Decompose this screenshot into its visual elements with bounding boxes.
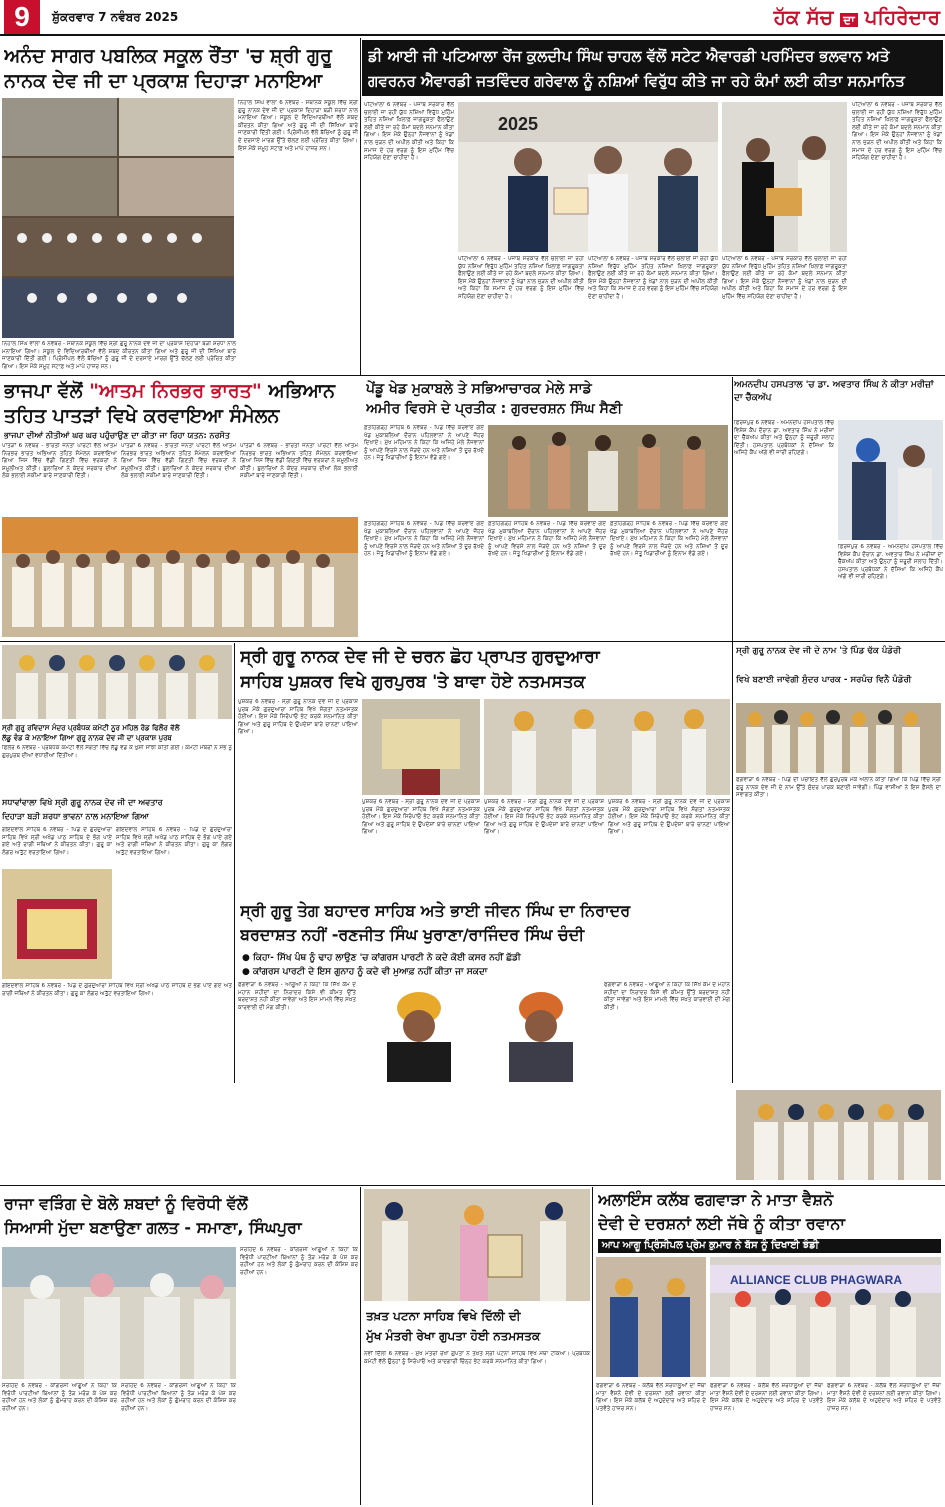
photo-cm-scene [364, 1189, 590, 1301]
photo-collage [2, 98, 234, 338]
article-body-column-1: ਪਟਿਆਲਾ 6 ਨਵੰਬਰ - ਪੰਜਾਬ ਸਰਕਾਰ ਵੱਲੋਂ ਚਲਾਈ ਜਾ ਰਹੀ ਯੁੱਧ ਨਸ਼ਿਆਂ ਵਿਰੁੱਧ ਮੁਹਿੰਮ ਤਹਿਤ ਨਸ਼ਿਆਂ ਖ਼ਿਲਾਫ਼ ਜਾਗਰੂਕਤਾ ਫੈਲਾਉਣ ਲਈ ਕੀਤੇ ਜਾ ਰਹੇ ਕੰਮਾਂ ਬਦਲੇ ਸਨਮਾਨ ਕੀਤਾ ਗਿਆ। ਇਸ ਮੌਕੇ ਉਨ੍ਹਾਂ ਨੌਜਵਾਨਾਂ ਨੂੰ ਖੇਡਾਂ ਨਾਲ ਜੁੜਨ ਦੀ ਅਪੀਲ ਕੀਤੀ ਅਤੇ ਕਿਹਾ ਕਿ ਸਮਾਜ ਦੇ ਹਰ ਵਰਗ ਨੂੰ ਇਸ ਮੁਹਿੰਮ ਵਿੱਚ ਸਹਿਯੋਗ ਦੇਣਾ ਚਾਹੀਦਾ ਹੈ। [364, 102, 454, 162]
article-pushkar-gurdwara [236, 643, 732, 898]
bullet-point-1: ● ਕਿਹਾ- ਸਿੱਖ ਪੰਥ ਨੂੰ ਢਾਹ ਲਾਉਣ 'ਚ ਕਾਂਗਰਸ ਪਾਰਟੀ ਨੇ ਕਦੇ ਕੋਈ ਕਸਰ ਨਹੀਂ ਛੱਡੀ [242, 953, 521, 963]
article-rural-games [362, 377, 732, 639]
article-sadhawanwala [0, 795, 234, 1083]
article-body-column-2: ਪੁਸ਼ਕਰ 6 ਨਵੰਬਰ - ਸ੍ਰੀ ਗੁਰੂ ਨਾਨਕ ਦੇਵ ਜੀ ਦੇ ਪ੍ਰਕਾਸ਼ ਪੁਰਬ ਮੌਕੇ ਗੁਰਦੁਆਰਾ ਸਾਹਿਬ ਵਿਖੇ ਸੰਗਤਾਂ ਨਤਮਸਤਕ ਹੋਈਆਂ। ਇਸ ਮੌਕੇ ਸਿਰੋਪਾਓ ਭੇਟ ਕਰਕੇ ਸਨਮਾਨਿਤ ਕੀਤਾ ਗਿਆ ਅਤੇ ਗੁਰੂ ਸਾਹਿਬ ਦੇ ਉਪਦੇਸ਼ਾਂ ਬਾਰੇ ਚਾਨਣਾ ਪਾਇਆ ਗਿਆ। [362, 799, 480, 836]
section-divider [0, 375, 945, 376]
article-body-column-2: ਫਗਵਾੜਾ 6 ਨਵੰਬਰ - ਆਗੂਆਂ ਨੇ ਕਿਹਾ ਕਿ ਸਿੱਖ ਕੌਮ ਦੇ ਮਹਾਨ ਸ਼ਹੀਦਾਂ ਦਾ ਨਿਰਾਦਰ ਕਿਸੇ ਵੀ ਕੀਮਤ ਉੱਤੇ ਬਰਦਾਸ਼ਤ ਨਹੀਂ ਕੀਤਾ ਜਾਵੇਗਾ ਅਤੇ ਇਸ ਮਾਮਲੇ ਵਿੱਚ ਸਖ਼ਤ ਕਾਰਵਾਈ ਦੀ ਮੰਗ ਕੀਤੀ। [604, 982, 730, 1011]
headline-line-1: ਸ੍ਰੀ ਗੁਰੂ ਨਾਨਕ ਦੇਵ ਜੀ ਦੇ ਨਾਮ 'ਤੇ ਪਿੰਡ ਢੱਕ ਪੰਡੋਰੀ [736, 646, 901, 656]
article-ravidas-mandir [0, 643, 234, 793]
headline-line-1: ਤਖ਼ਤ ਪਟਨਾ ਸਾਹਿਬ ਵਿਖੇ ਦਿੱਲੀ ਦੀ [366, 1309, 521, 1323]
headline-line-2: ਅਮੀਰ ਵਿਰਸੇ ਦੇ ਪ੍ਰਤੀਕ : ਗੁਰਦਰਸ਼ਨ ਸਿੰਘ ਸੈਣੀ [366, 401, 623, 417]
photo-doctor-scene [838, 420, 943, 540]
headline-line-2: ਗਵਰਨਰ ਐਵਾਰਡੀ ਜਤਵਿੰਦਰ ਗਰੇਵਾਲ ਨੂੰ ਨਸ਼ਿਆਂ ਵਿਰੁੱਧ ਕੀਤੇ ਜਾ ਰਹੇ ਕੰਮਾਂ ਲਈ ਕੀਤਾ ਸਨਮਾਨਿਤ [368, 72, 905, 90]
photo-bus-flagoff [710, 1257, 941, 1377]
article-body-column-2: ਫਗਵਾੜਾ 6 ਨਵੰਬਰ - ਕਲੱਬ ਵੱਲੋਂ ਸ਼ਰਧਾਲੂਆਂ ਦਾ ਜੱਥਾ ਮਾਤਾ ਵੈਸ਼ਨੋ ਦੇਵੀ ਦੇ ਦਰਸ਼ਨਾਂ ਲਈ ਰਵਾਨਾ ਕੀਤਾ ਗਿਆ। ਇਸ ਮੌਕੇ ਕਲੱਬ ਦੇ ਅਹੁਦੇਦਾਰ ਅਤੇ ਸ਼ਹਿਰ ਦੇ ਪਤਵੰਤੇ ਹਾਜ਼ਰ ਸਨ। [710, 1383, 823, 1412]
article-body-column-4: ਪਟਿਆਲਾ 6 ਨਵੰਬਰ - ਪੰਜਾਬ ਸਰਕਾਰ ਵੱਲੋਂ ਚਲਾਈ ਜਾ ਰਹੀ ਯੁੱਧ ਨਸ਼ਿਆਂ ਵਿਰੁੱਧ ਮੁਹਿੰਮ ਤਹਿਤ ਨਸ਼ਿਆਂ ਖ਼ਿਲਾਫ਼ ਜਾਗਰੂਕਤਾ ਫੈਲਾਉਣ ਲਈ ਕੀਤੇ ਜਾ ਰਹੇ ਕੰਮਾਂ ਬਦਲੇ ਸਨਮਾਨ ਕੀਤਾ ਗਿਆ। ਇਸ ਮੌਕੇ ਉਨ੍ਹਾਂ ਨੌਜਵਾਨਾਂ ਨੂੰ ਖੇਡਾਂ ਨਾਲ ਜੁੜਨ ਦੀ ਅਪੀਲ ਕੀਤੀ ਅਤੇ ਕਿਹਾ ਕਿ ਸਮਾਜ ਦੇ ਹਰ ਵਰਗ ਨੂੰ ਇਸ ਮੁਹਿੰਮ ਵਿੱਚ ਸਹਿਯੋਗ ਦੇਣਾ ਚਾਹੀਦਾ ਹੈ। [722, 256, 847, 300]
headline-campaign-name: "ਆਤਮ ਨਿਰਭਰ ਭਾਰਤ" [89, 380, 262, 402]
paper-name [700, 3, 940, 31]
photo-crowd-scene [2, 517, 358, 637]
section-divider [0, 641, 945, 642]
photo-officials [722, 102, 847, 252]
hospital-body-column-2: ਫ਼ਿਰੋਜ਼ਪੁਰ 6 ਨਵੰਬਰ - ਅਮਨਦੀਪ ਹਸਪਤਾਲ ਵਿੱਚ ਵਿਸ਼ੇਸ਼ ਕੈਂਪ ਦੌਰਾਨ ਡਾ. ਅਵਤਾਰ ਸਿੰਘ ਨੇ ਮਰੀਜ਼ਾਂ ਦਾ ਚੈੱਕਅੱਪ ਕੀਤਾ ਅਤੇ ਉਨ੍ਹਾਂ ਨੂੰ ਜ਼ਰੂਰੀ ਸਲਾਹ ਦਿੱਤੀ। ਹਸਪਤਾਲ ਪ੍ਰਬੰਧਕਾਂ ਨੇ ਦੱਸਿਆ ਕਿ ਅਜਿਹੇ ਕੈਂਪ ਅੱਗੇ ਵੀ ਜਾਰੀ ਰਹਿਣਗੇ। [838, 544, 943, 581]
column-rule [592, 1187, 593, 1505]
headline-kicker: ਆਪ ਆਗੂ ਪ੍ਰਿੰਸੀਪਲ ਪ੍ਰੇਮ ਕੁਮਾਰ ਨੇ ਬੱਸ ਨੂੰ ਦਿਖਾਈ ਝੰਡੀ [598, 1239, 941, 1253]
article-body: ਨਿਹਾਲ ਸਿੰਘ ਵਾਲਾ 6 ਨਵੰਬਰ - ਸਥਾਨਕ ਸਕੂਲ ਵਿੱਚ ਸ਼੍ਰੀ ਗੁਰੂ ਨਾਨਕ ਦੇਵ ਜੀ ਦਾ ਪ੍ਰਕਾਸ਼ ਦਿਹਾੜਾ ਬੜੀ ਸ਼ਰਧਾ ਨਾਲ ਮਨਾਇਆ ਗਿਆ। ਸਕੂਲ ਦੇ ਵਿਦਿਆਰਥੀਆਂ ਵੱਲੋਂ ਸ਼ਬਦ ਕੀਰਤਨ ਕੀਤਾ ਗਿਆ ਅਤੇ ਗੁਰੂ ਜੀ ਦੀ ਸਿੱਖਿਆ ਬਾਰੇ ਜਾਣਕਾਰੀ ਦਿੱਤੀ ਗਈ। ਪ੍ਰਿੰਸੀਪਲ ਵੱਲੋਂ ਬੱਚਿਆਂ ਨੂੰ ਗੁਰੂ ਜੀ ਦੇ ਦਰਸਾਏ ਮਾਰਗ ਉੱਤੇ ਚੱਲਣ ਲਈ ਪ੍ਰੇਰਿਤ ਕੀਤਾ ਗਿਆ। ਇਸ ਮੌਕੇ ਸਮੂਹ ਸਟਾਫ਼ ਅਤੇ ਮਾਪੇ ਹਾਜ਼ਰ ਸਨ। [238, 100, 358, 152]
article-patna-sahib [362, 1187, 592, 1505]
article-body-column-1: ਸਰਹਿੰਦ 6 ਨਵੰਬਰ - ਕਾਂਗਰਸੀ ਆਗੂਆਂ ਨੇ ਕਿਹਾ ਕਿ ਵਿਰੋਧੀ ਪਾਰਟੀਆਂ ਬਿਆਨਾਂ ਨੂੰ ਤੋੜ ਮਰੋੜ ਕੇ ਪੇਸ਼ ਕਰ ਰਹੀਆਂ ਹਨ ਅਤੇ ਲੋਕਾਂ ਨੂੰ ਗੁੰਮਰਾਹ ਕਰਨ ਦੀ ਕੋਸ਼ਿਸ਼ ਕਰ ਰਹੀਆਂ ਹਨ। [240, 1247, 358, 1276]
photo-chandi-portrait [482, 982, 600, 1082]
photo-banner-year: 2025 [498, 114, 539, 134]
article-body-column-3: ਗੋਇੰਦਵਾਲ ਸਾਹਿਬ 6 ਨਵੰਬਰ - ਪਿੰਡ ਦੇ ਗੁਰਦੁਆਰਾ ਸਾਹਿਬ ਵਿਖੇ ਸ੍ਰੀ ਅਖੰਡ ਪਾਠ ਸਾਹਿਬ ਦੇ ਭੋਗ ਪਾਏ ਗਏ ਅਤੇ ਰਾਗੀ ਜਥਿਆਂ ਨੇ ਕੀਰਤਨ ਕੀਤਾ। ਗੁਰੂ ਕਾ ਲੰਗਰ ਅਤੁੱਟ ਵਰਤਾਇਆ ਗਿਆ। [2, 983, 232, 997]
photo-stage-scene [736, 1090, 941, 1180]
photo-club-members [596, 1257, 706, 1377]
photo-officials-scene [722, 102, 847, 252]
photo-award-scene [458, 102, 718, 252]
article-village-park [734, 643, 943, 1083]
article-body: ਨਵੀਂ ਦਿੱਲੀ 6 ਨਵੰਬਰ - ਮੁੱਖ ਮੰਤਰੀ ਰੇਖਾ ਗੁਪਤਾ ਨੇ ਤਖ਼ਤ ਸ੍ਰੀ ਪਟਨਾ ਸਾਹਿਬ ਵਿਖੇ ਮੱਥਾ ਟੇਕਿਆ। ਪ੍ਰਬੰਧਕ ਕਮੇਟੀ ਵੱਲੋਂ ਉਨ੍ਹਾਂ ਨੂੰ ਸਿਰੋਪਾਓ ਅਤੇ ਯਾਦਗਾਰੀ ਚਿੰਨ੍ਹ ਭੇਟ ਕਰਕੇ ਸਨਮਾਨਿਤ ਕੀਤਾ ਗਿਆ। [364, 1351, 590, 1365]
photo-leader-khurana [360, 982, 478, 1082]
headline-line-2: ਨਾਨਕ ਦੇਵ ਜੀ ਦਾ ਪ੍ਰਕਾਸ਼ ਦਿਹਾੜਾ ਮਨਾਇਆ [4, 70, 323, 92]
article-body-column-1: ਗੋਇੰਦਵਾਲ ਸਾਹਿਬ 6 ਨਵੰਬਰ - ਪਿੰਡ ਦੇ ਗੁਰਦੁਆਰਾ ਸਾਹਿਬ ਵਿਖੇ ਸ੍ਰੀ ਅਖੰਡ ਪਾਠ ਸਾਹਿਬ ਦੇ ਭੋਗ ਪਾਏ ਗਏ ਅਤੇ ਰਾਗੀ ਜਥਿਆਂ ਨੇ ਕੀਰਤਨ ਕੀਤਾ। ਗੁਰੂ ਕਾ ਲੰਗਰ ਅਤੁੱਟ ਵਰਤਾਇਆ ਗਿਆ। [2, 827, 112, 856]
article-body-column-5: ਪਟਿਆਲਾ 6 ਨਵੰਬਰ - ਪੰਜਾਬ ਸਰਕਾਰ ਵੱਲੋਂ ਚਲਾਈ ਜਾ ਰਹੀ ਯੁੱਧ ਨਸ਼ਿਆਂ ਵਿਰੁੱਧ ਮੁਹਿੰਮ ਤਹਿਤ ਨਸ਼ਿਆਂ ਖ਼ਿਲਾਫ਼ ਜਾਗਰੂਕਤਾ ਫੈਲਾਉਣ ਲਈ ਕੀਤੇ ਜਾ ਰਹੇ ਕੰਮਾਂ ਬਦਲੇ ਸਨਮਾਨ ਕੀਤਾ ਗਿਆ। ਇਸ ਮੌਕੇ ਉਨ੍ਹਾਂ ਨੌਜਵਾਨਾਂ ਨੂੰ ਖੇਡਾਂ ਨਾਲ ਜੁੜਨ ਦੀ ਅਪੀਲ ਕੀਤੀ ਅਤੇ ਕਿਹਾ ਕਿ ਸਮਾਜ ਦੇ ਹਰ ਵਰਗ ਨੂੰ ਇਸ ਮੁਹਿੰਮ ਵਿੱਚ ਸਹਿਯੋਗ ਦੇਣਾ ਚਾਹੀਦਾ ਹੈ। [852, 102, 942, 162]
photo-wrestlers [488, 425, 728, 517]
headline-line-2: ਵਿਖੇ ਬਣਾਈ ਜਾਵੇਗੀ ਸੁੰਦਰ ਪਾਰਕ - ਸਰਪੰਚ ਵਿਨੈ ਪੰਡੋਰੀ [736, 675, 912, 685]
article-body-column-3: ਫਗਵਾੜਾ 6 ਨਵੰਬਰ - ਕਲੱਬ ਵੱਲੋਂ ਸ਼ਰਧਾਲੂਆਂ ਦਾ ਜੱਥਾ ਮਾਤਾ ਵੈਸ਼ਨੋ ਦੇਵੀ ਦੇ ਦਰਸ਼ਨਾਂ ਲਈ ਰਵਾਨਾ ਕੀਤਾ ਗਿਆ। ਇਸ ਮੌਕੇ ਕਲੱਬ ਦੇ ਅਹੁਦੇਦਾਰ ਅਤੇ ਸ਼ਹਿਰ ਦੇ ਪਤਵੰਤੇ ਹਾਜ਼ਰ ਸਨ। [827, 1383, 941, 1412]
headline-campaign-word: ਅਭਿਆਨ [268, 380, 336, 402]
headline-line-1: ਸ੍ਰੀ ਗੁਰੂ ਤੇਗ ਬਹਾਦਰ ਸਾਹਿਬ ਅਤੇ ਭਾਈ ਜੀਵਨ ਸਿੰਘ ਦਾ ਨਿਰਾਦਰ [240, 901, 631, 920]
paper-name-part-2: ਦਾ [840, 13, 857, 27]
column-rule [732, 377, 733, 1083]
article-body-column-1: ਫਗਵਾੜਾ 6 ਨਵੰਬਰ - ਆਗੂਆਂ ਨੇ ਕਿਹਾ ਕਿ ਸਿੱਖ ਕੌਮ ਦੇ ਮਹਾਨ ਸ਼ਹੀਦਾਂ ਦਾ ਨਿਰਾਦਰ ਕਿਸੇ ਵੀ ਕੀਮਤ ਉੱਤੇ ਬਰਦਾਸ਼ਤ ਨਹੀਂ ਕੀਤਾ ਜਾਵੇਗਾ ਅਤੇ ਇਸ ਮਾਮਲੇ ਵਿੱਚ ਸਖ਼ਤ ਕਾਰਵਾਈ ਦੀ ਮੰਗ ਕੀਤੀ। [238, 982, 356, 1011]
article-body: ਫਗਵਾੜਾ 6 ਨਵੰਬਰ - ਪਿੰਡ ਦੀ ਪੰਚਾਇਤ ਵੱਲੋਂ ਗੁਰਪੁਰਬ ਮੌਕੇ ਐਲਾਨ ਕੀਤਾ ਗਿਆ ਕਿ ਪਿੰਡ ਵਿੱਚ ਸ੍ਰੀ ਗੁਰੂ ਨਾਨਕ ਦੇਵ ਜੀ ਦੇ ਨਾਮ ਉੱਤੇ ਸੁੰਦਰ ਪਾਰਕ ਬਣਾਈ ਜਾਵੇਗੀ। ਪਿੰਡ ਵਾਸੀਆਂ ਨੇ ਇਸ ਫ਼ੈਸਲੇ ਦਾ ਸਵਾਗਤ ਕੀਤਾ। [736, 777, 941, 799]
bullet-point-2: ● ਕਾਂਗਰਸ ਪਾਰਟੀ ਦੇ ਇਸ ਗੁਨਾਹ ਨੂੰ ਕਦੇ ਵੀ ਮੁਆਫ਼ ਨਹੀਂ ਕੀਤਾ ਜਾ ਸਕਦਾ [242, 967, 488, 977]
article-raja-warring [0, 1187, 360, 1505]
article-body-column-4: ਪੁਸ਼ਕਰ 6 ਨਵੰਬਰ - ਸ੍ਰੀ ਗੁਰੂ ਨਾਨਕ ਦੇਵ ਜੀ ਦੇ ਪ੍ਰਕਾਸ਼ ਪੁਰਬ ਮੌਕੇ ਗੁਰਦੁਆਰਾ ਸਾਹਿਬ ਵਿਖੇ ਸੰਗਤਾਂ ਨਤਮਸਤਕ ਹੋਈਆਂ। ਇਸ ਮੌਕੇ ਸਿਰੋਪਾਓ ਭੇਟ ਕਰਕੇ ਸਨਮਾਨਿਤ ਕੀਤਾ ਗਿਆ ਅਤੇ ਗੁਰੂ ਸਾਹਿਬ ਦੇ ਉਪਦੇਸ਼ਾਂ ਬਾਰੇ ਚਾਨਣਾ ਪਾਇਆ ਗਿਆ। [608, 799, 730, 836]
article-body: ਫਿਲੌਰ 6 ਨਵੰਬਰ - ਪ੍ਰਬੰਧਕ ਕਮੇਟੀ ਵੱਲੋਂ ਸੰਗਤਾਂ ਵਿੱਚ ਲੱਡੂ ਵੰਡ ਕੇ ਖੁਸ਼ੀ ਸਾਂਝੀ ਕੀਤੀ ਗਈ। ਕਮੇਟੀ ਮੈਂਬਰਾਂ ਨੇ ਸਭ ਨੂੰ ਗੁਰਪੁਰਬ ਦੀਆਂ ਵਧਾਈਆਂ ਦਿੱਤੀਆਂ। [2, 745, 232, 759]
bullet-text-2: ਕਾਂਗਰਸ ਪਾਰਟੀ ਦੇ ਇਸ ਗੁਨਾਹ ਨੂੰ ਕਦੇ ਵੀ ਮੁਆਫ਼ ਨਹੀਂ ਕੀਤਾ ਜਾ ਸਕਦਾ [253, 967, 488, 977]
page-number: 9 [4, 0, 40, 34]
article-body-column-2: ਗੋਇੰਦਵਾਲ ਸਾਹਿਬ 6 ਨਵੰਬਰ - ਪਿੰਡ ਦੇ ਗੁਰਦੁਆਰਾ ਸਾਹਿਬ ਵਿਖੇ ਸ੍ਰੀ ਅਖੰਡ ਪਾਠ ਸਾਹਿਬ ਦੇ ਭੋਗ ਪਾਏ ਗਏ ਅਤੇ ਰਾਗੀ ਜਥਿਆਂ ਨੇ ਕੀਰਤਨ ਕੀਤਾ। ਗੁਰੂ ਕਾ ਲੰਗਰ ਅਤੁੱਟ ਵਰਤਾਇਆ ਗਿਆ। [116, 827, 232, 856]
photo-village-gathering [736, 703, 941, 773]
paper-name-part-3: ਪਹਿਰੇਦਾਰ [864, 5, 940, 29]
article-body-column-3: ਪਾਤੜਾਂ 6 ਨਵੰਬਰ - ਭਾਰਤੀ ਜਨਤਾ ਪਾਰਟੀ ਵੱਲੋਂ ਆਤਮ ਨਿਰਭਰ ਭਾਰਤ ਅਭਿਆਨ ਤਹਿਤ ਸੰਮੇਲਨ ਕਰਵਾਇਆ ਗਿਆ ਜਿਸ ਵਿੱਚ ਵੱਡੀ ਗਿਣਤੀ ਵਿੱਚ ਵਰਕਰਾਂ ਨੇ ਸ਼ਮੂਲੀਅਤ ਕੀਤੀ। ਬੁਲਾਰਿਆਂ ਨੇ ਕੇਂਦਰ ਸਰਕਾਰ ਦੀਆਂ ਲੋਕ ਭਲਾਈ ਸਕੀਮਾਂ ਬਾਰੇ ਜਾਣਕਾਰੀ ਦਿੱਤੀ। [240, 443, 358, 480]
photo-committee-scene [2, 645, 232, 719]
headline-line-1: ਸ੍ਰੀ ਗੁਰੂ ਨਾਨਕ ਦੇਵ ਜੀ ਦੇ ਚਰਨ ਛੋਹ ਪ੍ਰਾਪਤ ਗੁਰਦੁਆਰਾ [240, 647, 600, 667]
hospital-headline-banner: ਅਮਨਦੀਪ ਹਸਪਤਾਲ 'ਚ ਡਾ. ਅਵਤਾਰ ਸਿੰਘ ਨੇ ਕੀਤਾ ਮਰੀਜ਼ਾਂ ਦਾ ਚੈੱਕਅੱਪ [734, 380, 934, 403]
article-body-column-1: ਫਗਵਾੜਾ 6 ਨਵੰਬਰ - ਕਲੱਬ ਵੱਲੋਂ ਸ਼ਰਧਾਲੂਆਂ ਦਾ ਜੱਥਾ ਮਾਤਾ ਵੈਸ਼ਨੋ ਦੇਵੀ ਦੇ ਦਰਸ਼ਨਾਂ ਲਈ ਰਵਾਨਾ ਕੀਤਾ ਗਿਆ। ਇਸ ਮੌਕੇ ਕਲੱਬ ਦੇ ਅਹੁਦੇਦਾਰ ਅਤੇ ਸ਼ਹਿਰ ਦੇ ਪਤਵੰਤੇ ਹਾਜ਼ਰ ਸਨ। [596, 1383, 706, 1412]
photo-village-scene [736, 703, 941, 773]
column-rule [234, 643, 235, 1083]
paper-name-part-1: ਹੱਕ ਸੱਚ [773, 5, 834, 29]
photo-gurdwara-palki [2, 869, 112, 979]
article-body-column-1: ਫ਼ਤਹਿਗੜ੍ਹ ਸਾਹਿਬ 6 ਨਵੰਬਰ - ਪਿੰਡ ਵਿੱਚ ਕਰਵਾਏ ਗਏ ਖੇਡ ਮੁਕਾਬਲਿਆਂ ਦੌਰਾਨ ਪਹਿਲਵਾਨਾਂ ਨੇ ਆਪਣੇ ਜੌਹਰ ਦਿਖਾਏ। ਮੁੱਖ ਮਹਿਮਾਨ ਨੇ ਕਿਹਾ ਕਿ ਅਜਿਹੇ ਮੇਲੇ ਨੌਜਵਾਨਾਂ ਨੂੰ ਆਪਣੇ ਵਿਰਸੇ ਨਾਲ ਜੋੜਦੇ ਹਨ ਅਤੇ ਨਸ਼ਿਆਂ ਤੋਂ ਦੂਰ ਰੱਖਦੇ ਹਨ। ਜੇਤੂ ਖਿਡਾਰੀਆਂ ਨੂੰ ਇਨਾਮ ਵੰਡੇ ਗਏ। [364, 425, 484, 462]
article-alliance-club [594, 1187, 943, 1505]
photo-gurdwara-scene [362, 699, 480, 795]
masthead-rule [0, 34, 945, 36]
headline-line-1: ਸ੍ਰੀ ਗੁਰੂ ਰਵਿਦਾਸ ਮੰਦਰ ਪ੍ਰਬੰਧਕ ਕਮੇਟੀ ਨੂਰ ਮਹਿਲ ਰੋਡ ਫਿਲੌਰ ਵੱਲੋਂ [2, 724, 180, 732]
photo-palki-scene [2, 869, 112, 979]
headline-line-2: ਲੱਡੂ ਵੰਡ ਕੇ ਮਨਾਇਆ ਗਿਆ ਗੁਰੂ ਨਾਨਕ ਦੇਵ ਜੀ ਦਾ ਪ੍ਰਕਾਸ਼ ਪੁਰਬ [2, 734, 172, 742]
photo-gurdwara-interior [362, 699, 480, 795]
headline-kicker: ਭਾਜਪਾ ਦੀਆਂ ਨੀਤੀਆਂ ਘਰ ਘਰ ਪਹੁੰਚਾਉਣ ਦਾ ਕੀਤਾ ਜਾ ਰਿਹਾ ਯਤਨ: ਨਰਸੋਤ [4, 431, 230, 440]
article-body-column-3: ਸਰਹਿੰਦ 6 ਨਵੰਬਰ - ਕਾਂਗਰਸੀ ਆਗੂਆਂ ਨੇ ਕਿਹਾ ਕਿ ਵਿਰੋਧੀ ਪਾਰਟੀਆਂ ਬਿਆਨਾਂ ਨੂੰ ਤੋੜ ਮਰੋੜ ਕੇ ਪੇਸ਼ ਕਰ ਰਹੀਆਂ ਹਨ ਅਤੇ ਲੋਕਾਂ ਨੂੰ ਗੁੰਮਰਾਹ ਕਰਨ ਦੀ ਕੋਸ਼ਿਸ਼ ਕਰ ਰਹੀਆਂ ਹਨ। [121, 1383, 236, 1412]
photo-siropa-scene [484, 699, 730, 795]
article-khurana-chandi [236, 900, 732, 1083]
article-body-continued: ਨਿਹਾਲ ਸਿੰਘ ਵਾਲਾ 6 ਨਵੰਬਰ - ਸਥਾਨਕ ਸਕੂਲ ਵਿੱਚ ਸ਼੍ਰੀ ਗੁਰੂ ਨਾਨਕ ਦੇਵ ਜੀ ਦਾ ਪ੍ਰਕਾਸ਼ ਦਿਹਾੜਾ ਬੜੀ ਸ਼ਰਧਾ ਨਾਲ ਮਨਾਇਆ ਗਿਆ। ਸਕੂਲ ਦੇ ਵਿਦਿਆਰਥੀਆਂ ਵੱਲੋਂ ਸ਼ਬਦ ਕੀਰਤਨ ਕੀਤਾ ਗਿਆ ਅਤੇ ਗੁਰੂ ਜੀ ਦੀ ਸਿੱਖਿਆ ਬਾਰੇ ਜਾਣਕਾਰੀ ਦਿੱਤੀ ਗਈ। ਪ੍ਰਿੰਸੀਪਲ ਵੱਲੋਂ ਬੱਚਿਆਂ ਨੂੰ ਗੁਰੂ ਜੀ ਦੇ ਦਰਸਾਏ ਮਾਰਗ ਉੱਤੇ ਚੱਲਣ ਲਈ ਪ੍ਰੇਰਿਤ ਕੀਤਾ ਗਿਆ। ਇਸ ਮੌਕੇ ਸਮੂਹ ਸਟਾਫ਼ ਅਤੇ ਮਾਪੇ ਹਾਜ਼ਰ ਸਨ। [2, 341, 236, 370]
headline-line-2: ਦੇਵੀ ਦੇ ਦਰਸ਼ਨਾਂ ਲਈ ਜੱਥੇ ਨੂੰ ਕੀਤਾ ਰਵਾਨਾ [598, 1214, 845, 1233]
headline-line-1: ਪੇਂਡੂ ਖੇਡ ਮੁਕਾਬਲੇ ਤੇ ਸਭਿਆਚਾਰਕ ਮੇਲੇ ਸਾਡੇ [366, 381, 592, 397]
article-school-gurpurab [0, 38, 360, 374]
photo-sammelan-crowd [2, 517, 358, 637]
article-body-column-1: ਪਾਤੜਾਂ 6 ਨਵੰਬਰ - ਭਾਰਤੀ ਜਨਤਾ ਪਾਰਟੀ ਵੱਲੋਂ ਆਤਮ ਨਿਰਭਰ ਭਾਰਤ ਅਭਿਆਨ ਤਹਿਤ ਸੰਮੇਲਨ ਕਰਵਾਇਆ ਗਿਆ ਜਿਸ ਵਿੱਚ ਵੱਡੀ ਗਿਣਤੀ ਵਿੱਚ ਵਰਕਰਾਂ ਨੇ ਸ਼ਮੂਲੀਅਤ ਕੀਤੀ। ਬੁਲਾਰਿਆਂ ਨੇ ਕੇਂਦਰ ਸਰਕਾਰ ਦੀਆਂ ਲੋਕ ਭਲਾਈ ਸਕੀਮਾਂ ਬਾਰੇ ਜਾਣਕਾਰੀ ਦਿੱਤੀ। [2, 443, 117, 480]
article-body-column-2: ਸਰਹਿੰਦ 6 ਨਵੰਬਰ - ਕਾਂਗਰਸੀ ਆਗੂਆਂ ਨੇ ਕਿਹਾ ਕਿ ਵਿਰੋਧੀ ਪਾਰਟੀਆਂ ਬਿਆਨਾਂ ਨੂੰ ਤੋੜ ਮਰੋੜ ਕੇ ਪੇਸ਼ ਕਰ ਰਹੀਆਂ ਹਨ ਅਤੇ ਲੋਕਾਂ ਨੂੰ ਗੁੰਮਰਾਹ ਕਰਨ ਦੀ ਕੋਸ਼ਿਸ਼ ਕਰ ਰਹੀਆਂ ਹਨ। [2, 1383, 117, 1412]
photo-khurana-portrait [360, 982, 478, 1082]
headline-line-2: ਬਰਦਾਸ਼ਤ ਨਹੀਂ -ਰਣਜੀਤ ਸਿੰਘ ਖੁਰਾਣਾ/ਰਾਜਿੰਦਰ ਸਿੰਘ ਚੰਦੀ [240, 925, 585, 944]
photo-bus-scene [710, 1257, 941, 1377]
article-body-column-2: ਫ਼ਤਹਿਗੜ੍ਹ ਸਾਹਿਬ 6 ਨਵੰਬਰ - ਪਿੰਡ ਵਿੱਚ ਕਰਵਾਏ ਗਏ ਖੇਡ ਮੁਕਾਬਲਿਆਂ ਦੌਰਾਨ ਪਹਿਲਵਾਨਾਂ ਨੇ ਆਪਣੇ ਜੌਹਰ ਦਿਖਾਏ। ਮੁੱਖ ਮਹਿਮਾਨ ਨੇ ਕਿਹਾ ਕਿ ਅਜਿਹੇ ਮੇਲੇ ਨੌਜਵਾਨਾਂ ਨੂੰ ਆਪਣੇ ਵਿਰਸੇ ਨਾਲ ਜੋੜਦੇ ਹਨ ਅਤੇ ਨਸ਼ਿਆਂ ਤੋਂ ਦੂਰ ਰੱਖਦੇ ਹਨ। ਜੇਤੂ ਖਿਡਾਰੀਆਂ ਨੂੰ ਇਨਾਮ ਵੰਡੇ ਗਏ। [364, 521, 484, 558]
headline-line-2: ਮੁੱਖ ਮੰਤਰੀ ਰੇਖਾ ਗੁਪਤਾ ਹੋਈ ਨਤਮਸਤਕ [366, 1329, 541, 1343]
headline-line-2: ਸਿਆਸੀ ਮੁੱਦਾ ਬਣਾਉਣਾ ਗਲਤ - ਸਮਾਣਾ, ਸਿੰਘਪੁਰਾ [4, 1218, 302, 1237]
bullet-text-1: ਕਿਹਾ- ਸਿੱਖ ਪੰਥ ਨੂੰ ਢਾਹ ਲਾਉਣ 'ਚ ਕਾਂਗਰਸ ਪਾਰਟੀ ਨੇ ਕਦੇ ਕੋਈ ਕਸਰ ਨਹੀਂ ਛੱਡੀ [253, 953, 521, 963]
photo-wrestling-scene [488, 425, 728, 517]
headline-line-2: ਦਿਹਾੜਾ ਬੜੀ ਸ਼ਰਧਾ ਭਾਵਨਾ ਨਾਲ ਮਨਾਇਆ ਗਿਆ [2, 812, 149, 821]
article-body-column-3: ਪੁਸ਼ਕਰ 6 ਨਵੰਬਰ - ਸ੍ਰੀ ਗੁਰੂ ਨਾਨਕ ਦੇਵ ਜੀ ਦੇ ਪ੍ਰਕਾਸ਼ ਪੁਰਬ ਮੌਕੇ ਗੁਰਦੁਆਰਾ ਸਾਹਿਬ ਵਿਖੇ ਸੰਗਤਾਂ ਨਤਮਸਤਕ ਹੋਈਆਂ। ਇਸ ਮੌਕੇ ਸਿਰੋਪਾਓ ਭੇਟ ਕਰਕੇ ਸਨਮਾਨਿਤ ਕੀਤਾ ਗਿਆ ਅਤੇ ਗੁਰੂ ਸਾਹਿਬ ਦੇ ਉਪਦੇਸ਼ਾਂ ਬਾਰੇ ਚਾਨਣਾ ਪਾਇਆ ਗਿਆ। [484, 799, 604, 836]
article-bjp-sammelan [0, 377, 360, 639]
photo-cm-honour [364, 1189, 590, 1301]
headline-line-2: ਤਹਿਤ ਪਾਤੜਾਂ ਵਿਖੇ ਕਰਵਾਇਆ ਸੰਮੇਲਨ [4, 405, 280, 427]
photo-banner-club-name: ALLIANCE CLUB PHAGWARA [730, 1273, 902, 1287]
headline-line-1 [4, 379, 358, 403]
photo-siropa-honour [484, 699, 730, 795]
article-body-column-4: ਫ਼ਤਹਿਗੜ੍ਹ ਸਾਹਿਬ 6 ਨਵੰਬਰ - ਪਿੰਡ ਵਿੱਚ ਕਰਵਾਏ ਗਏ ਖੇਡ ਮੁਕਾਬਲਿਆਂ ਦੌਰਾਨ ਪਹਿਲਵਾਨਾਂ ਨੇ ਆਪਣੇ ਜੌਹਰ ਦਿਖਾਏ। ਮੁੱਖ ਮਹਿਮਾਨ ਨੇ ਕਿਹਾ ਕਿ ਅਜਿਹੇ ਮੇਲੇ ਨੌਜਵਾਨਾਂ ਨੂੰ ਆਪਣੇ ਵਿਰਸੇ ਨਾਲ ਜੋੜਦੇ ਹਨ ਅਤੇ ਨਸ਼ਿਆਂ ਤੋਂ ਦੂਰ ਰੱਖਦੇ ਹਨ। ਜੇਤੂ ਖਿਡਾਰੀਆਂ ਨੂੰ ਇਨਾਮ ਵੰਡੇ ਗਏ। [610, 521, 728, 558]
headline-line-1: ਸਧਾਵਾਂਵਾਲਾ ਵਿਖੇ ਸ੍ਰੀ ਗੁਰੂ ਨਾਨਕ ਦੇਵ ਜੀ ਦਾ ਅਵਤਾਰ [2, 798, 163, 807]
section-divider [0, 1185, 945, 1186]
column-rule [360, 1187, 361, 1505]
article-dig-honour [362, 38, 943, 374]
headline-line-1: ਅਲਾਇੰਸ ਕਲੱਬ ਫਗਵਾੜਾ ਨੇ ਮਾਤਾ ਵੈਸ਼ਨੋ [598, 1190, 834, 1209]
issue-date: ਸ਼ੁੱਕਰਵਾਰ 7 ਨਵੰਬਰ 2025 [52, 10, 179, 24]
masthead [0, 0, 945, 34]
photo-school-kirtan [2, 98, 234, 338]
article-body-column-2: ਪਟਿਆਲਾ 6 ਨਵੰਬਰ - ਪੰਜਾਬ ਸਰਕਾਰ ਵੱਲੋਂ ਚਲਾਈ ਜਾ ਰਹੀ ਯੁੱਧ ਨਸ਼ਿਆਂ ਵਿਰੁੱਧ ਮੁਹਿੰਮ ਤਹਿਤ ਨਸ਼ਿਆਂ ਖ਼ਿਲਾਫ਼ ਜਾਗਰੂਕਤਾ ਫੈਲਾਉਣ ਲਈ ਕੀਤੇ ਜਾ ਰਹੇ ਕੰਮਾਂ ਬਦਲੇ ਸਨਮਾਨ ਕੀਤਾ ਗਿਆ। ਇਸ ਮੌਕੇ ਉਨ੍ਹਾਂ ਨੌਜਵਾਨਾਂ ਨੂੰ ਖੇਡਾਂ ਨਾਲ ਜੁੜਨ ਦੀ ਅਪੀਲ ਕੀਤੀ ਅਤੇ ਕਿਹਾ ਕਿ ਸਮਾਜ ਦੇ ਹਰ ਵਰਗ ਨੂੰ ਇਸ ਮੁਹਿੰਮ ਵਿੱਚ ਸਹਿਯੋਗ ਦੇਣਾ ਚਾਹੀਦਾ ਹੈ। [458, 256, 584, 300]
article-body-column-3: ਪਟਿਆਲਾ 6 ਨਵੰਬਰ - ਪੰਜਾਬ ਸਰਕਾਰ ਵੱਲੋਂ ਚਲਾਈ ਜਾ ਰਹੀ ਯੁੱਧ ਨਸ਼ਿਆਂ ਵਿਰੁੱਧ ਮੁਹਿੰਮ ਤਹਿਤ ਨਸ਼ਿਆਂ ਖ਼ਿਲਾਫ਼ ਜਾਗਰੂਕਤਾ ਫੈਲਾਉਣ ਲਈ ਕੀਤੇ ਜਾ ਰਹੇ ਕੰਮਾਂ ਬਦਲੇ ਸਨਮਾਨ ਕੀਤਾ ਗਿਆ। ਇਸ ਮੌਕੇ ਉਨ੍ਹਾਂ ਨੌਜਵਾਨਾਂ ਨੂੰ ਖੇਡਾਂ ਨਾਲ ਜੁੜਨ ਦੀ ਅਪੀਲ ਕੀਤੀ ਅਤੇ ਕਿਹਾ ਕਿ ਸਮਾਜ ਦੇ ਹਰ ਵਰਗ ਨੂੰ ਇਸ ਮੁਹਿੰਮ ਵਿੱਚ ਸਹਿਯੋਗ ਦੇਣਾ ਚਾਹੀਦਾ ਹੈ। [588, 256, 718, 300]
photo-congress-leaders [2, 1247, 236, 1379]
headline-line-1: ਡੀ ਆਈ ਜੀ ਪਟਿਆਲਾ ਰੇਂਜ ਕੁਲਦੀਪ ਸਿੰਘ ਚਾਹਲ ਵੱਲੋਂ ਸਟੇਟ ਐਵਾਰਡੀ ਪਰਮਿੰਦਰ ਭਲਵਾਨ ਅਤੇ [368, 47, 890, 65]
headline-party: ਭਾਜਪਾ ਵੱਲੋਂ [4, 380, 83, 402]
photo-gurdwara-stage [736, 1090, 941, 1180]
article-body-column-2: ਪਾਤੜਾਂ 6 ਨਵੰਬਰ - ਭਾਰਤੀ ਜਨਤਾ ਪਾਰਟੀ ਵੱਲੋਂ ਆਤਮ ਨਿਰਭਰ ਭਾਰਤ ਅਭਿਆਨ ਤਹਿਤ ਸੰਮੇਲਨ ਕਰਵਾਇਆ ਗਿਆ ਜਿਸ ਵਿੱਚ ਵੱਡੀ ਗਿਣਤੀ ਵਿੱਚ ਵਰਕਰਾਂ ਨੇ ਸ਼ਮੂਲੀਅਤ ਕੀਤੀ। ਬੁਲਾਰਿਆਂ ਨੇ ਕੇਂਦਰ ਸਰਕਾਰ ਦੀਆਂ ਲੋਕ ਭਲਾਈ ਸਕੀਮਾਂ ਬਾਰੇ ਜਾਣਕਾਰੀ ਦਿੱਤੀ। [121, 443, 236, 480]
photo-award-ceremony [458, 102, 718, 252]
photo-leader-chandi [482, 982, 600, 1082]
hospital-body-column-1: ਫ਼ਿਰੋਜ਼ਪੁਰ 6 ਨਵੰਬਰ - ਅਮਨਦੀਪ ਹਸਪਤਾਲ ਵਿੱਚ ਵਿਸ਼ੇਸ਼ ਕੈਂਪ ਦੌਰਾਨ ਡਾ. ਅਵਤਾਰ ਸਿੰਘ ਨੇ ਮਰੀਜ਼ਾਂ ਦਾ ਚੈੱਕਅੱਪ ਕੀਤਾ ਅਤੇ ਉਨ੍ਹਾਂ ਨੂੰ ਜ਼ਰੂਰੀ ਸਲਾਹ ਦਿੱਤੀ। ਹਸਪਤਾਲ ਪ੍ਰਬੰਧਕਾਂ ਨੇ ਦੱਸਿਆ ਕਿ ਅਜਿਹੇ ਕੈਂਪ ਅੱਗੇ ਵੀ ਜਾਰੀ ਰਹਿਣਗੇ। [734, 420, 834, 457]
headline-line-2: ਸਾਹਿਬ ਪੁਸ਼ਕਰ ਵਿਖੇ ਗੁਰਪੁਰਬ 'ਤੇ ਬਾਵਾ ਹੋਏ ਨਤਮਸਤਕ [240, 672, 586, 692]
photo-members-scene [596, 1257, 706, 1377]
article-body-column-3: ਫ਼ਤਹਿਗੜ੍ਹ ਸਾਹਿਬ 6 ਨਵੰਬਰ - ਪਿੰਡ ਵਿੱਚ ਕਰਵਾਏ ਗਏ ਖੇਡ ਮੁਕਾਬਲਿਆਂ ਦੌਰਾਨ ਪਹਿਲਵਾਨਾਂ ਨੇ ਆਪਣੇ ਜੌਹਰ ਦਿਖਾਏ। ਮੁੱਖ ਮਹਿਮਾਨ ਨੇ ਕਿਹਾ ਕਿ ਅਜਿਹੇ ਮੇਲੇ ਨੌਜਵਾਨਾਂ ਨੂੰ ਆਪਣੇ ਵਿਰਸੇ ਨਾਲ ਜੋੜਦੇ ਹਨ ਅਤੇ ਨਸ਼ਿਆਂ ਤੋਂ ਦੂਰ ਰੱਖਦੇ ਹਨ। ਜੇਤੂ ਖਿਡਾਰੀਆਂ ਨੂੰ ਇਨਾਮ ਵੰਡੇ ਗਏ। [488, 521, 606, 558]
article-body-column-1: ਪੁਸ਼ਕਰ 6 ਨਵੰਬਰ - ਸ੍ਰੀ ਗੁਰੂ ਨਾਨਕ ਦੇਵ ਜੀ ਦੇ ਪ੍ਰਕਾਸ਼ ਪੁਰਬ ਮੌਕੇ ਗੁਰਦੁਆਰਾ ਸਾਹਿਬ ਵਿਖੇ ਸੰਗਤਾਂ ਨਤਮਸਤਕ ਹੋਈਆਂ। ਇਸ ਮੌਕੇ ਸਿਰੋਪਾਓ ਭੇਟ ਕਰਕੇ ਸਨਮਾਨਿਤ ਕੀਤਾ ਗਿਆ ਅਤੇ ਗੁਰੂ ਸਾਹਿਬ ਦੇ ਉਪਦੇਸ਼ਾਂ ਬਾਰੇ ਚਾਨਣਾ ਪਾਇਆ ਗਿਆ। [238, 699, 358, 736]
headline-line-1: ਅਨੰਦ ਸਾਗਰ ਪਬਲਿਕ ਸਕੂਲ ਰੌਂਤਾ 'ਚ ਸ਼੍ਰੀ ਗੁਰੂ [4, 45, 332, 67]
photo-doctor-checkup [838, 420, 943, 540]
photo-leaders-scene [2, 1247, 236, 1379]
headline-line-1: ਰਾਜਾ ਵੜਿੰਗ ਦੇ ਬੋਲੇ ਸ਼ਬਦਾਂ ਨੂੰ ਵਿਰੋਧੀ ਵੱਲੋਂ [4, 1194, 248, 1213]
photo-committee-members [2, 645, 232, 719]
column-rule [360, 38, 361, 375]
